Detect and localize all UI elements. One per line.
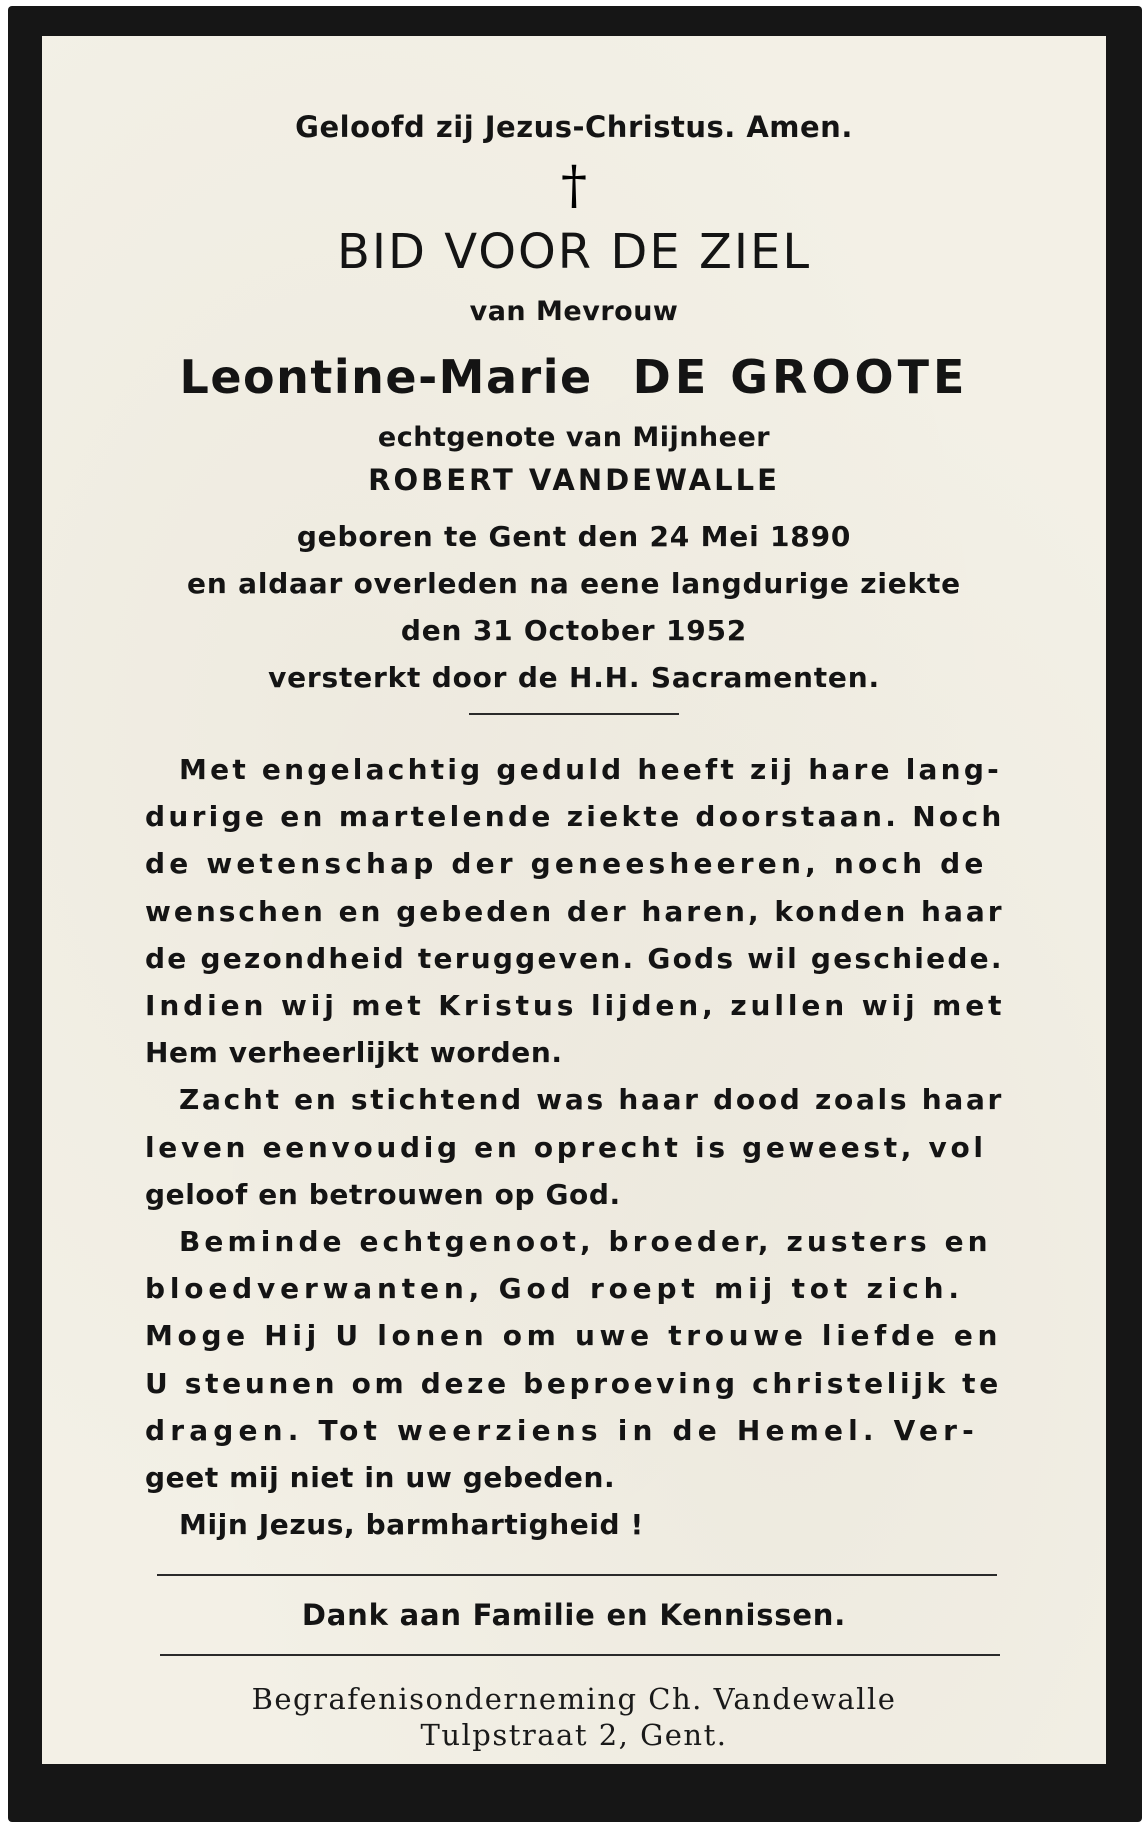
memorial-text-line: geloof en betrouwen op God. <box>145 1178 621 1211</box>
undertaker-name: Begrafenisonderneming Ch. Vandewalle <box>251 1682 897 1716</box>
divider-upper <box>157 1574 997 1576</box>
memorial-text-line: geet mij niet in uw gebeden. <box>145 1461 616 1494</box>
memorial-text-line: durige en martelende ziekte doorstaan. Noch <box>145 800 1005 833</box>
deceased-name <box>0 350 1148 404</box>
memorial-text-line: Hem verheerlijkt worden. <box>145 1036 563 1069</box>
deceased-given-names: Leontine-Marie <box>179 350 593 404</box>
memorial-text-line: de wetenschap der geneesheeren, noch de <box>145 847 988 880</box>
death-date-line: den 31 October 1952 <box>400 614 748 647</box>
header-invocation: Geloofd zij Jezus-Christus. Amen. <box>295 110 853 144</box>
memorial-text-line: Zacht en stichtend was haar dood zoals haar <box>179 1083 1005 1116</box>
memorial-text-line: leven eenvoudig en oprecht is geweest, vol <box>145 1131 987 1164</box>
memorial-text-line: bloedverwanten, God roept mij tot zich. <box>145 1272 964 1305</box>
memorial-text-line: Mijn Jezus, barmhartigheid ! <box>179 1508 644 1541</box>
memorial-text-line: U steunen om deze beproeving christelijk te <box>145 1367 1002 1400</box>
memorial-text-line: dragen. Tot weerziens in de Hemel. Ver- <box>145 1414 979 1447</box>
spouse-name: ROBERT VANDEWALLE <box>368 463 780 497</box>
prayer-title: BID VOOR DE ZIEL <box>336 224 812 280</box>
spouse-label: echtgenote van Mijnheer <box>377 422 771 453</box>
sacraments-line: versterkt door de H.H. Sacramenten. <box>268 661 880 694</box>
memorial-text-line: Met engelachtig geduld heeft zij hare lang- <box>179 753 1002 786</box>
birth-line: geboren te Gent den 24 Mei 1890 <box>296 520 852 553</box>
memorial-text-line: Beminde echtgenoot, broeder, zusters en <box>179 1225 992 1258</box>
deceased-surname: DE GROOTE <box>632 350 969 404</box>
divider-lower <box>160 1654 1000 1656</box>
cross-icon: † <box>561 156 587 216</box>
memorial-text-line: Moge Hij U lonen om uwe trouwe liefde en <box>145 1319 1003 1352</box>
honorific: van Mevrouw <box>469 296 679 327</box>
undertaker-address: Tulpstraat 2, Gent. <box>420 1718 728 1752</box>
thanks-line: Dank aan Familie en Kennissen. <box>301 1598 847 1632</box>
memorial-text-line: Indien wij met Kristus lijden, zullen wij met <box>145 989 1006 1022</box>
death-line: en aldaar overleden na eene langdurige ziekte <box>187 567 961 600</box>
divider-short <box>469 713 679 715</box>
memorial-text-line: wenschen en gebeden der haren, konden haar <box>145 895 1005 928</box>
memorial-text-line: de gezondheid teruggeven. Gods wil geschiede. <box>145 942 1004 975</box>
